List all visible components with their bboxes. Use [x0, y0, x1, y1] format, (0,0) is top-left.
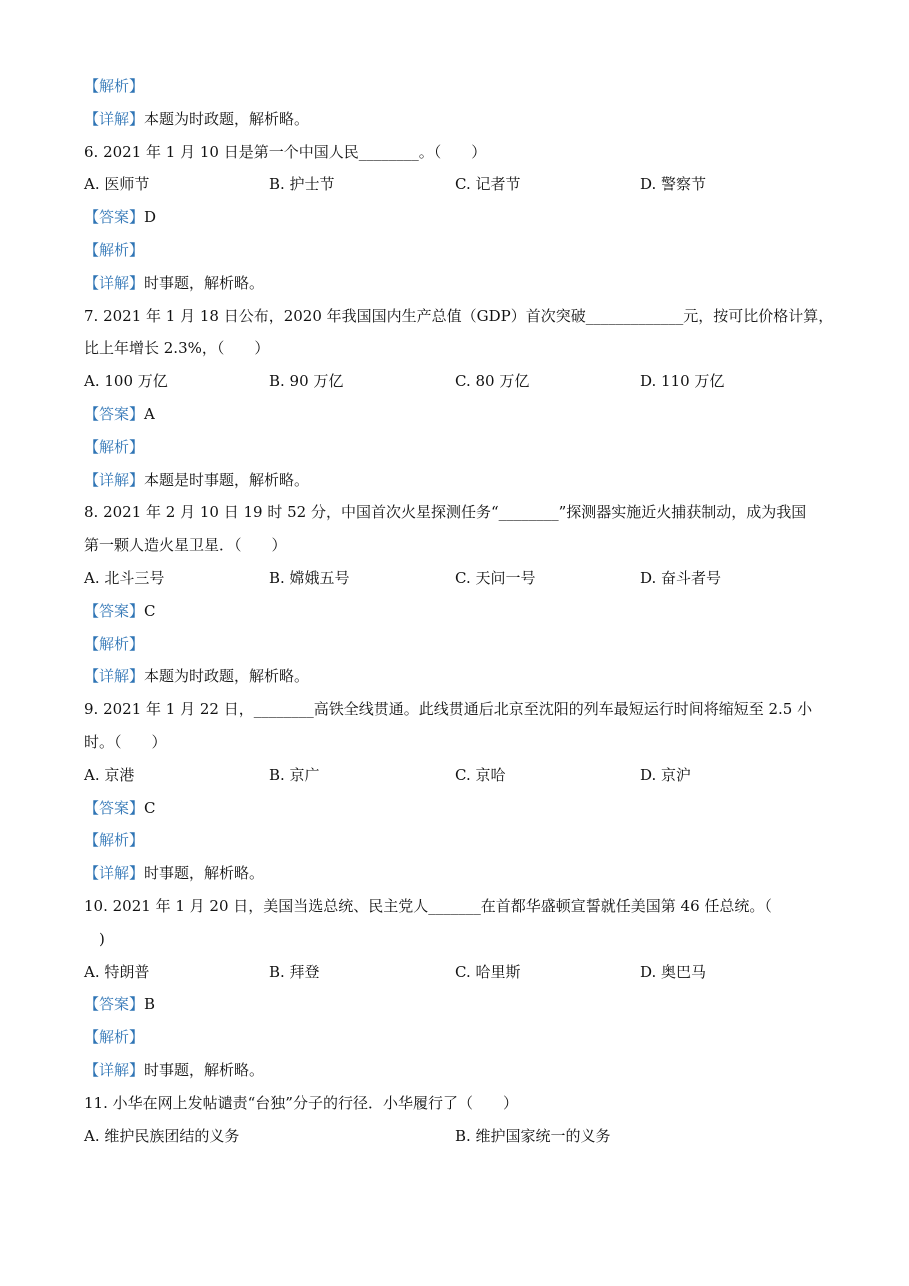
- annotation-line: [84, 601, 156, 621]
- answer-option: A. 特朗普: [84, 963, 150, 981]
- section-tag: 【解析】: [84, 438, 145, 456]
- answer-option: C. 哈里斯: [455, 963, 521, 981]
- answer-option: B. 90 万亿: [269, 372, 344, 390]
- answer-option: A. 医师节: [84, 175, 150, 193]
- annotation-line: [84, 634, 144, 654]
- answer-option: D. 京沪: [640, 766, 692, 784]
- annotation-text: C: [144, 602, 156, 620]
- section-tag: 【答案】: [84, 799, 145, 817]
- question-text: 10. 2021 年 1 月 20 日，美国当选总统、民主党人_______在首都华盛顿宣誓就任美国第 46 任总统。（: [84, 897, 772, 915]
- annotation-line: [84, 1060, 264, 1080]
- annotation-line: [84, 273, 264, 293]
- annotation-line: [84, 76, 144, 96]
- answer-option: C. 天问一号: [455, 569, 536, 587]
- annotation-text: 本题为时政题，解析略。: [144, 110, 310, 128]
- section-tag: 【答案】: [84, 995, 145, 1013]
- section-tag: 【答案】: [84, 405, 145, 423]
- annotation-line: [84, 863, 264, 883]
- section-tag: 【详解】: [84, 667, 145, 685]
- answer-option: B. 京广: [269, 766, 320, 784]
- section-tag: 【解析】: [84, 635, 145, 653]
- answer-option: B. 拜登: [269, 963, 320, 981]
- section-tag: 【详解】: [84, 471, 145, 489]
- answer-option: A. 北斗三号: [84, 569, 165, 587]
- answer-option: D. 奥巴马: [640, 963, 707, 981]
- section-tag: 【解析】: [84, 1028, 145, 1046]
- answer-option: B. 维护国家统一的义务: [455, 1127, 611, 1145]
- annotation-line: [84, 437, 144, 457]
- question-text: 7. 2021 年 1 月 18 日公布，2020 年我国国内生产总值（GDP）首次突破_____________元，按可比价格计算，: [84, 307, 834, 325]
- annotation-line: [84, 798, 156, 818]
- annotation-text: C: [144, 799, 156, 817]
- annotation-line: [84, 207, 156, 227]
- question-text: 时。（ ）: [84, 733, 167, 751]
- section-tag: 【解析】: [84, 77, 145, 95]
- annotation-line: [84, 109, 309, 129]
- answer-option: A. 京港: [84, 766, 135, 784]
- answer-option: B. 嫦娥五号: [269, 569, 350, 587]
- annotation-text: B: [144, 995, 156, 1013]
- section-tag: 【解析】: [84, 241, 145, 259]
- answer-option: D. 警察节: [640, 175, 707, 193]
- question-text: 第一颗人造火星卫星．（ ）: [84, 536, 287, 554]
- answer-option: C. 记者节: [455, 175, 521, 193]
- answer-option: C. 京哈: [455, 766, 506, 784]
- annotation-text: A: [144, 405, 155, 423]
- answer-option: A. 维护民族团结的义务: [84, 1127, 240, 1145]
- question-text: 9. 2021 年 1 月 22 日，________高铁全线贯通。此线贯通后北京至沈阳的列车最短运行时间将缩短至 2.5 小: [84, 700, 813, 718]
- annotation-text: 时事题，解析略。: [144, 274, 265, 292]
- answer-option: B. 护士节: [269, 175, 335, 193]
- annotation-text: 时事题，解析略。: [144, 864, 265, 882]
- section-tag: 【解析】: [84, 831, 145, 849]
- annotation-line: [84, 830, 144, 850]
- section-tag: 【详解】: [84, 1061, 145, 1079]
- section-tag: 【详解】: [84, 274, 145, 292]
- question-text: 比上年增长 2.3%，（ ）: [84, 339, 270, 357]
- annotation-text: 本题是时事题，解析略。: [144, 471, 310, 489]
- annotation-line: [84, 470, 309, 490]
- question-text: 11. 小华在网上发帖谴责“台独”分子的行径．小华履行了（ ）: [84, 1094, 518, 1112]
- answer-option: A. 100 万亿: [84, 372, 168, 390]
- annotation-line: [84, 1027, 144, 1047]
- annotation-text: 时事题，解析略。: [144, 1061, 265, 1079]
- section-tag: 【详解】: [84, 110, 145, 128]
- question-text: 6. 2021 年 1 月 10 日是第一个中国人民________。（ ）: [84, 143, 487, 161]
- question-text: ): [84, 930, 105, 948]
- annotation-text: D: [144, 208, 157, 226]
- section-tag: 【答案】: [84, 602, 145, 620]
- answer-option: C. 80 万亿: [455, 372, 530, 390]
- annotation-line: [84, 666, 309, 686]
- annotation-line: [84, 240, 144, 260]
- answer-option: D. 奋斗者号: [640, 569, 722, 587]
- section-tag: 【答案】: [84, 208, 145, 226]
- annotation-text: 本题为时政题，解析略。: [144, 667, 310, 685]
- question-text: 8. 2021 年 2 月 10 日 19 时 52 分，中国首次火星探测任务“________”探测器实施近火捕获制动，成为我国: [84, 503, 807, 521]
- answer-option: D. 110 万亿: [640, 372, 725, 390]
- annotation-line: [84, 994, 155, 1014]
- section-tag: 【详解】: [84, 864, 145, 882]
- annotation-line: [84, 404, 155, 424]
